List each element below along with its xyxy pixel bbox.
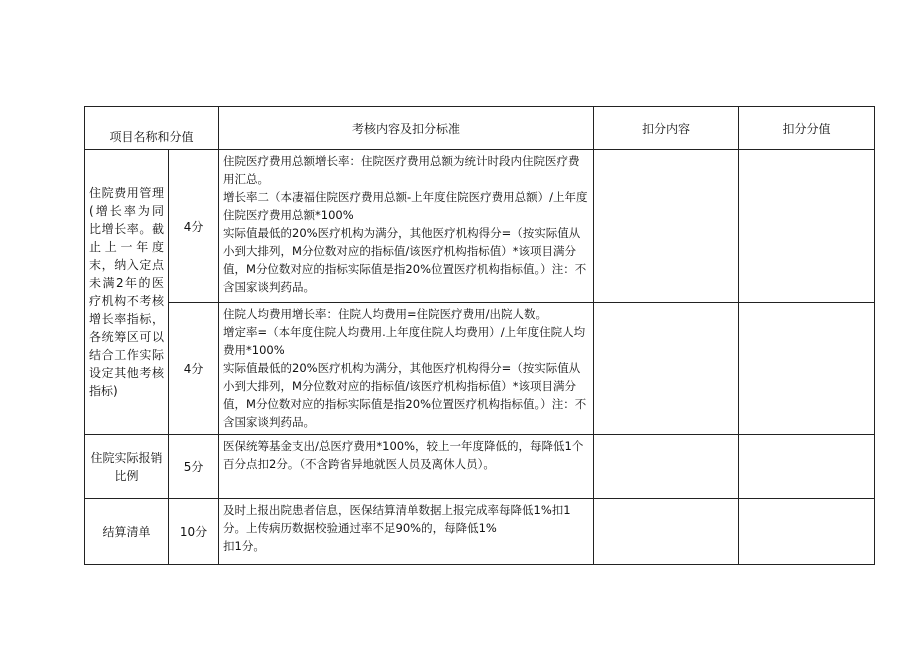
standard-cell [219,499,594,565]
item-name-cell: 住院费用管理(增长率为同比增长率。截止上一年度末，纳入定点未满2年的医疗机构不考核增长率指标，各统筹区可以结合工作实际设定其他考核指标) [85,150,169,435]
standard-cell [219,303,594,435]
score-cell: 10分 [169,499,219,565]
standard-paragraph: 及时上报出院患者信息，医保结算清单数据上报完成率每降低1%扣1分。上传病历数据校验通过率不足90%的，每降低1% [223,503,571,535]
standard-paragraph: 医保统筹基金支出/总医疗费用*100%，较上一年度降低的，每降低1个百分点扣2分。（不含跨省异地就医人员及离休人员）。 [223,439,584,471]
header-deduction-score: 扣分分值 [739,107,875,150]
table-row [85,303,875,435]
deduction-score-cell [739,499,875,565]
standard-paragraph: 增长率二（本凄福住院医疗费用总额-上年度住院医疗费用总额）/上年度住院医疗费用总额*100% [223,190,588,222]
item-name-cell: 住院实际报销比例 [85,435,169,499]
score-cell: 5分 [169,435,219,499]
header-deduction-content: 扣分内容 [594,107,739,150]
standard-paragraph: 实际值最低的20%医疗机构为满分，其他医疗机构得分=（按实际值从小到大排列，M分位数对应的指标值/该医疗机构指标值）*该项目满分值，M分位数对应的指标实际值是指20%位置医疗机构指标值。）注：不含国家谈判药品。 [223,226,587,294]
standard-cell [219,150,594,303]
standard-paragraph: 扣1分。 [223,539,265,553]
header-content-standard: 考核内容及扣分标准 [219,107,594,150]
standard-paragraph: 增定率=（本年度住院人均费用.上年度住院人均费用）/上年度住院人均费用*100% [223,325,586,357]
deduction-content-cell [594,435,739,499]
standard-paragraph: 住院医疗费用总额增长率：住院医疗费用总额为统计时段内住院医疗费用汇总。 [223,154,580,186]
deduction-score-cell [739,150,875,303]
table-row [85,499,875,565]
standard-paragraph: 实际值最低的20%医疗机构为满分，其他医疗机构得分=（按实际值从小到大排列，M分位数对应的指标值/该医疗机构指标值）*该项目满分值，M分位数对应的指标实际值是指20%位置医疗机构指标值。）注：不含国家谈判药品。 [223,361,587,429]
deduction-content-cell [594,499,739,565]
deduction-score-cell [739,435,875,499]
item-name-cell: 结算清单 [85,499,169,565]
table-row [85,150,875,303]
deduction-content-cell [594,150,739,303]
assessment-table [84,106,875,565]
score-cell: 4分 [169,303,219,435]
standard-cell [219,435,594,499]
score-cell: 4分 [169,150,219,303]
header-item-name-score: 项目名称和分值 [85,107,219,150]
deduction-content-cell [594,303,739,435]
standard-paragraph: 住院人均费用增长率：住院人均费用=住院医疗费用/出院人数。 [223,307,548,321]
header-row [85,107,875,150]
deduction-score-cell [739,303,875,435]
table-row [85,435,875,499]
